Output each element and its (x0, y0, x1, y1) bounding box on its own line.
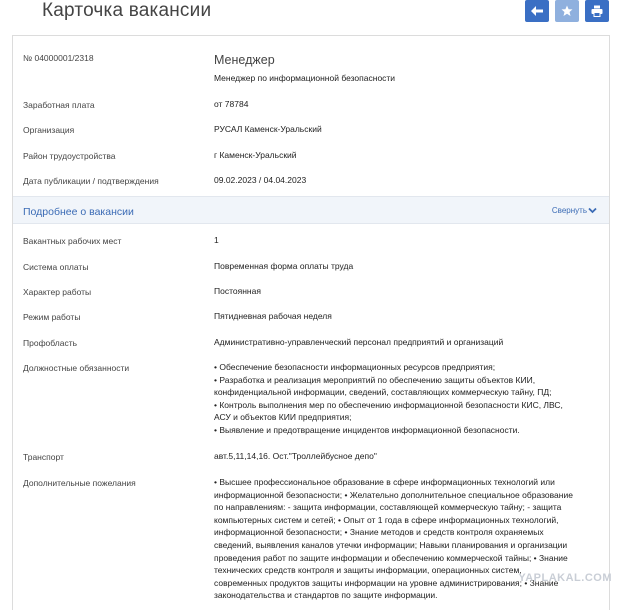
organization-label: Организация (23, 125, 75, 135)
work-type-label: Характер работы (23, 287, 92, 297)
details-section-title: Подробнее о вакансии (23, 206, 134, 218)
wishes-line: информационной безопасности; • Знание методов и средств контроля охраняемых (214, 527, 544, 538)
print-button[interactable] (585, 0, 609, 22)
vacancy-card (12, 35, 610, 610)
profile-label: Профобласть (23, 338, 78, 348)
vacancy-number: № 04000001/2318 (23, 53, 94, 63)
back-button[interactable] (525, 0, 549, 22)
wishes-line: проведения работ по защите информации и обеспечению коммерческой тайны; • Знание (214, 552, 568, 563)
vacancy-subtitle: Менеджер по информационной безопасности (214, 73, 396, 83)
district-label: Район трудоустройства (23, 151, 116, 161)
favorite-button[interactable] (555, 0, 579, 22)
chevron-down-icon (588, 207, 597, 214)
wishes-line: по направлениям: - защита информации, составляющей коммерческую тайну; - защита (214, 502, 562, 513)
wishes-line: сведений, выявления каналов утечки информации; Навыки планирования и организации (214, 539, 568, 550)
wishes-label: Дополнительные пожелания (23, 478, 136, 488)
wishes-line: компьютерных систем и сетей; • Опыт от 1 года в сфере информационных технологий, (214, 514, 559, 525)
duties-line: конфиденциальной информации, сведений, составляющих коммерческую тайну, ПД; (214, 387, 552, 398)
published-value: 09.02.2023 / 04.04.2023 (214, 175, 307, 185)
wishes-line: • Высшее профессиональное образование в сфере информационных технологий или (214, 477, 555, 487)
profile-value: Административно-управленческий персонал предприятий и организаций (214, 337, 504, 347)
printer-icon (591, 5, 603, 17)
page-title: Карточка вакансии (42, 0, 212, 21)
organization-value: РУСАЛ Каменск-Уральский (214, 124, 322, 134)
salary-value: от 78784 (214, 99, 249, 109)
collapse-button[interactable] (552, 206, 597, 215)
wishes-line: законодательства и стандартов по защите информации. (214, 590, 438, 601)
schedule-label: Режим работы (23, 312, 81, 322)
duties-label: Должностные обязанности (23, 363, 130, 373)
wishes-line: современных продуктов защиты информации на уровне администрирования; • Знание (214, 577, 559, 588)
duties-line: АСУ и объектов КИИ предприятия; (214, 412, 352, 423)
payment-value: Повременная форма оплаты труда (214, 261, 354, 271)
duties-line: • Обеспечение безопасности информационных ресурсов предприятия; (214, 362, 496, 372)
duties-value (214, 361, 599, 437)
details-section-header (13, 196, 609, 224)
schedule-value: Пятидневная рабочая неделя (214, 311, 332, 321)
duties-line: • Выявление и предотвращение инцидентов информационной безопасности. (214, 424, 520, 435)
vacancies-label: Вакантных рабочих мест (23, 236, 122, 246)
collapse-label: Свернуть (551, 206, 587, 215)
vacancy-title: Менеджер (214, 53, 275, 67)
vacancies-value: 1 (214, 235, 219, 245)
wishes-line: технических средств контроля и защиты информации, операционных систем, (214, 565, 522, 576)
payment-label: Система оплаты (23, 262, 89, 272)
watermark: YAPLAKAL.COM (518, 572, 612, 584)
wishes-line: информационной безопасности; • Желательно дополнительное специальное образование (214, 489, 573, 500)
transport-value: авт.5,11,14,16. Ост."Троллейбусное депо" (214, 451, 377, 461)
published-label: Дата публикации / подтверждения (23, 176, 159, 186)
star-icon (561, 5, 573, 17)
arrow-left-icon (531, 6, 543, 16)
district-value: г Каменск-Уральский (214, 150, 297, 160)
salary-label: Заработная плата (23, 100, 95, 110)
duties-line: • Контроль выполнения мер по обеспечению информационной безопасности КИС, ЛВС, (214, 399, 563, 410)
duties-line: • Разработка и реализация мероприятий по обеспечению защиты объектов КИИ, (214, 374, 536, 385)
transport-label: Транспорт (23, 452, 64, 462)
action-buttons (525, 0, 609, 22)
work-type-value: Постоянная (214, 286, 261, 296)
